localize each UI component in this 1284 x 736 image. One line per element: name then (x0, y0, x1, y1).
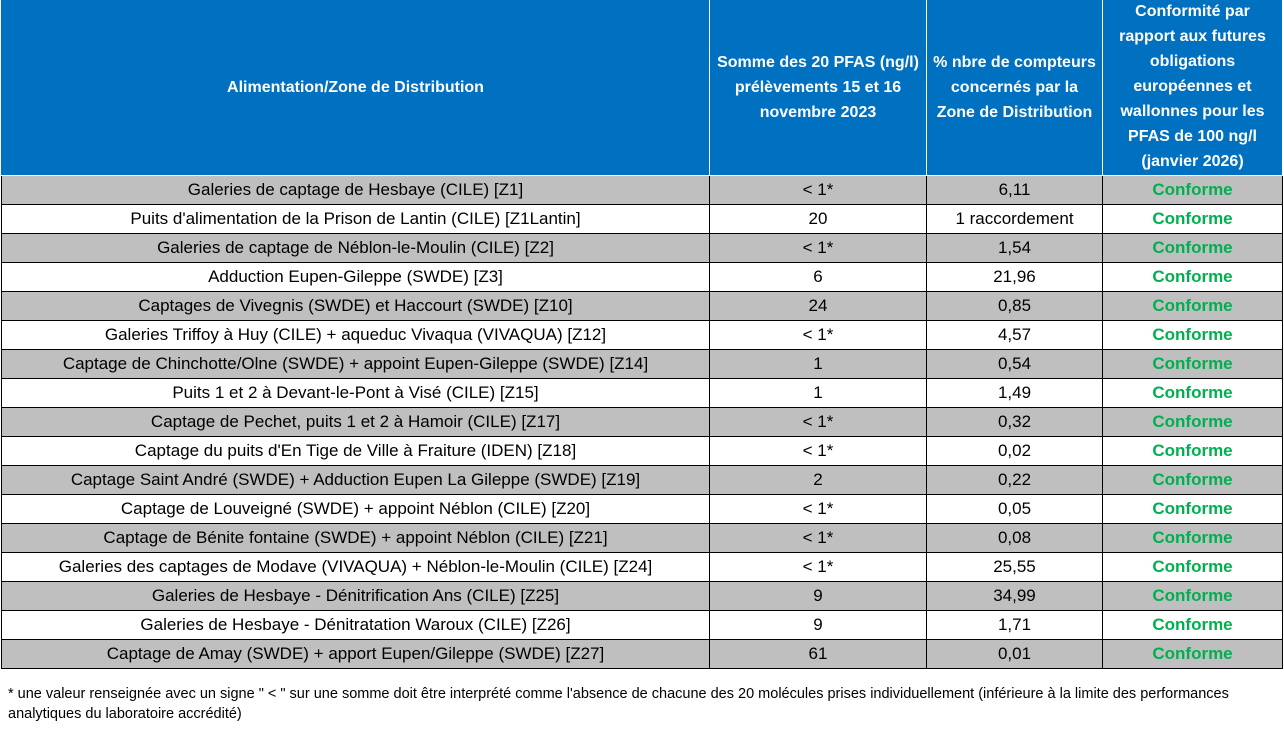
table-header-row (2, 0, 1283, 176)
table-row (2, 495, 1283, 524)
zone-cell: Galeries de Hesbaye - Dénitrification Ans (CILE) [Z25] (2, 582, 710, 611)
pfas-sum-cell: 1 (710, 350, 927, 379)
conformity-status-cell: Conforme (1103, 640, 1283, 669)
meter-percentage-cell: 0,05 (927, 495, 1103, 524)
pfas-sum-cell: 2 (710, 466, 927, 495)
pfas-sum-cell: 20 (710, 205, 927, 234)
pfas-sum-cell: 61 (710, 640, 927, 669)
conformity-status-cell: Conforme (1103, 466, 1283, 495)
table-row (2, 582, 1283, 611)
conformity-status-cell: Conforme (1103, 234, 1283, 263)
meter-percentage-cell: 6,11 (927, 176, 1103, 205)
conformity-status-cell: Conforme (1103, 437, 1283, 466)
table-row (2, 524, 1283, 553)
pfas-sum-cell: < 1* (710, 321, 927, 350)
conformity-status-cell: Conforme (1103, 408, 1283, 437)
meter-percentage-cell: 1 raccordement (927, 205, 1103, 234)
pfas-sum-cell: < 1* (710, 495, 927, 524)
pfas-sum-cell: 24 (710, 292, 927, 321)
header-meter-percentage: % nbre de compteurs concernés par la Zone de Distribution (927, 0, 1103, 176)
table-row (2, 553, 1283, 582)
zone-cell: Galeries des captages de Modave (VIVAQUA) + Néblon-le-Moulin (CILE) [Z24] (2, 553, 710, 582)
zone-cell: Puits 1 et 2 à Devant-le-Pont à Visé (CILE) [Z15] (2, 379, 710, 408)
zone-cell: Captage du puits d'En Tige de Ville à Fraiture (IDEN) [Z18] (2, 437, 710, 466)
meter-percentage-cell: 0,32 (927, 408, 1103, 437)
pfas-sum-cell: 6 (710, 263, 927, 292)
meter-percentage-cell: 1,54 (927, 234, 1103, 263)
zone-cell: Galeries de captage de Néblon-le-Moulin (CILE) [Z2] (2, 234, 710, 263)
header-pfas-sum: Somme des 20 PFAS (ng/l) prélèvements 15 et 16 novembre 2023 (710, 0, 927, 176)
zone-cell: Adduction Eupen-Gileppe (SWDE) [Z3] (2, 263, 710, 292)
header-zone: Alimentation/Zone de Distribution (2, 0, 710, 176)
zone-cell: Captage de Chinchotte/Olne (SWDE) + appoint Eupen-Gileppe (SWDE) [Z14] (2, 350, 710, 379)
table-row (2, 437, 1283, 466)
pfas-sum-cell: 9 (710, 611, 927, 640)
meter-percentage-cell: 1,71 (927, 611, 1103, 640)
conformity-status-cell: Conforme (1103, 379, 1283, 408)
zone-cell: Captage de Pechet, puits 1 et 2 à Hamoir (CILE) [Z17] (2, 408, 710, 437)
table-row (2, 234, 1283, 263)
pfas-sum-cell: 1 (710, 379, 927, 408)
conformity-status-cell: Conforme (1103, 524, 1283, 553)
conformity-status-cell: Conforme (1103, 350, 1283, 379)
zone-cell: Puits d'alimentation de la Prison de Lantin (CILE) [Z1Lantin] (2, 205, 710, 234)
meter-percentage-cell: 0,85 (927, 292, 1103, 321)
zone-cell: Galeries de Hesbaye - Dénitratation Waroux (CILE) [Z26] (2, 611, 710, 640)
meter-percentage-cell: 1,49 (927, 379, 1103, 408)
table-row (2, 379, 1283, 408)
conformity-status-cell: Conforme (1103, 495, 1283, 524)
table-row (2, 263, 1283, 292)
pfas-sum-cell: < 1* (710, 553, 927, 582)
table-row (2, 611, 1283, 640)
table-body (2, 176, 1283, 669)
table-row (2, 640, 1283, 669)
footnote: * une valeur renseignée avec un signe " < " sur une somme doit être interprété comme l'absence de chacune des 20 molécules prises individuellement (inférieure à la limite des performances analytiques du laboratoire accrédité) (8, 686, 1229, 722)
pfas-sum-cell: < 1* (710, 437, 927, 466)
conformity-status-cell: Conforme (1103, 292, 1283, 321)
table-row (2, 350, 1283, 379)
pfas-sum-cell: < 1* (710, 524, 927, 553)
zone-cell: Captage de Louveigné (SWDE) + appoint Néblon (CILE) [Z20] (2, 495, 710, 524)
meter-percentage-cell: 21,96 (927, 263, 1103, 292)
table-row (2, 176, 1283, 205)
conformity-status-cell: Conforme (1103, 176, 1283, 205)
meter-percentage-cell: 0,02 (927, 437, 1103, 466)
zone-cell: Captage de Bénite fontaine (SWDE) + appoint Néblon (CILE) [Z21] (2, 524, 710, 553)
meter-percentage-cell: 25,55 (927, 553, 1103, 582)
zone-cell: Galeries Triffoy à Huy (CILE) + aqueduc Vivaqua (VIVAQUA) [Z12] (2, 321, 710, 350)
table-row (2, 205, 1283, 234)
table-row (2, 321, 1283, 350)
header-conformity: Conformité par rapport aux futures obligations européennes et wallonnes pour les PFAS de 100 ng/l (janvier 2026) (1103, 0, 1283, 176)
zone-cell: Captage de Amay (SWDE) + apport Eupen/Gileppe (SWDE) [Z27] (2, 640, 710, 669)
pfas-sum-cell: < 1* (710, 408, 927, 437)
meter-percentage-cell: 0,54 (927, 350, 1103, 379)
table-row (2, 292, 1283, 321)
pfas-results-table (1, 0, 1283, 669)
zone-cell: Captage Saint André (SWDE) + Adduction Eupen La Gileppe (SWDE) [Z19] (2, 466, 710, 495)
pfas-sum-cell: 9 (710, 582, 927, 611)
conformity-status-cell: Conforme (1103, 321, 1283, 350)
conformity-status-cell: Conforme (1103, 582, 1283, 611)
pfas-sum-cell: < 1* (710, 176, 927, 205)
meter-percentage-cell: 0,01 (927, 640, 1103, 669)
table-row (2, 408, 1283, 437)
meter-percentage-cell: 0,22 (927, 466, 1103, 495)
conformity-status-cell: Conforme (1103, 553, 1283, 582)
conformity-status-cell: Conforme (1103, 611, 1283, 640)
meter-percentage-cell: 4,57 (927, 321, 1103, 350)
zone-cell: Galeries de captage de Hesbaye (CILE) [Z1] (2, 176, 710, 205)
meter-percentage-cell: 34,99 (927, 582, 1103, 611)
zone-cell: Captages de Vivegnis (SWDE) et Haccourt (SWDE) [Z10] (2, 292, 710, 321)
pfas-sum-cell: < 1* (710, 234, 927, 263)
conformity-status-cell: Conforme (1103, 205, 1283, 234)
meter-percentage-cell: 0,08 (927, 524, 1103, 553)
conformity-status-cell: Conforme (1103, 263, 1283, 292)
table-row (2, 466, 1283, 495)
